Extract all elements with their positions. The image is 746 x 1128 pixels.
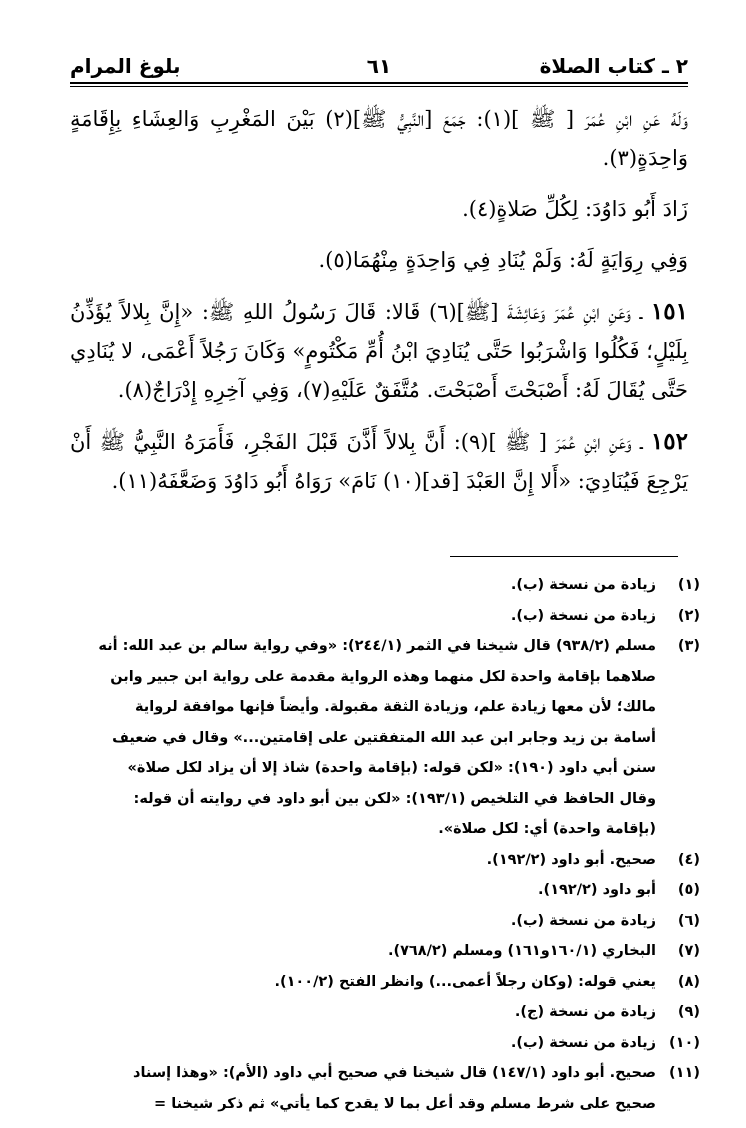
footnote-number: (٤) bbox=[677, 851, 700, 868]
footnote bbox=[90, 997, 700, 1028]
footnote bbox=[90, 631, 700, 845]
footnote-text: صحيح. أبو داود (١٤٧/١) قال شيخنا في صحيح أبي داود (الأم): «وهذا إسناد صحيح على شرط مسلم وقد أعل بما لا يقدح كما يأتي» ثم ذكر شيخنا = bbox=[133, 1065, 656, 1112]
footnote-number: (٥) bbox=[677, 882, 700, 898]
footnote-text: مسلم (٩٣٨/٢) قال شيخنا في الثمر (٢٤٤/١): «وفي رواية سالم بن عبد الله: أنه صلاهما بإقامة واحدة لكل منهما وهذه الرواية مقدمة على رواية ابن جبير وابن مالك؛ لأن معها زيادة علم، وزيادة الثقة مقبولة. وأيضاً فإنها موافقة لرواية أسامة بن زيد وجابر ابن عبد الله المتفقتين على إقامتين...» وقال في ضعيف سنن أبي داود (١٩٠): «لكن قوله: (بإقامة واحدة) شاذ إلا أن يزاد لكل صلاة» وقال الحافظ في التلخيص (١٩٣/١): «لكن بين أبو داود في روايته أن قوله: (بإقامة واحدة) أي: لكل صلاة». bbox=[98, 638, 656, 837]
hadith-text: ـ وَعَنِ ابْنِ عُمَرَ وَعَائِشَةَ [ﷺ](٦) قَالا: قَالَ رَسُولُ اللهِ ﷺ: «إِنَّ بِلالاً يُؤَذِّنُ بِلَيْلٍ؛ فَكُلُوا وَاشْرَبُوا حَتَّى يُنَادِيَ ابْنُ أُمِّ مَكْتُومٍ» وَكَانَ رَجُلاً أَعْمَى، لا يُنَادِي حَتَّى يُقَالَ لَهُ: أَصْبَحْتَ أَصْبَحْتَ. مُتَّفَقٌ عَلَيْهِ(٧)، وَفِي آخِرِهِ إِدْرَاجٌ(٨). bbox=[70, 300, 688, 402]
footnote-number: (١٠) bbox=[669, 1034, 700, 1051]
hadith-number: ١٥١ bbox=[650, 298, 688, 325]
footnote-separator bbox=[450, 556, 678, 557]
footnotes bbox=[90, 570, 700, 1119]
footnote-text: صحيح. أبو داود (١٩٢/٢). bbox=[486, 851, 656, 868]
hadith-text: ـ وَعَنِ ابْنِ عُمَرَ [ ﷺ ](٩): أَنَّ بِلالاً أَذَّنَ قَبْلَ الفَجْرِ، فَأَمَرَهُ النَّبِيُّ ﷺ أَنْ يَرْجِعَ فَيُنَادِيَ: «أَلا إِنَّ العَبْدَ [قد](١٠) نَامَ» رَوَاهُ أَبُو دَاوُدَ وَضَعَّفَهُ(١١). bbox=[70, 430, 688, 493]
header-rule-thin bbox=[70, 86, 688, 87]
footnote bbox=[90, 967, 700, 998]
footnote-text: يعني قوله: (وكان رجلاً أعمى...) وانظر الفتح (١٠٠/٢). bbox=[274, 973, 656, 990]
footnote bbox=[90, 601, 700, 632]
footnote bbox=[90, 845, 700, 876]
footnote-text: البخاري (١٦٠/١و١٦١) ومسلم (٧٦٨/٢). bbox=[387, 943, 656, 959]
hadith-151 bbox=[70, 292, 688, 410]
hadith-152 bbox=[70, 422, 688, 501]
chapter-title: ٢ ـ كتاب الصلاة bbox=[539, 54, 688, 78]
footnote-number: (٩) bbox=[677, 1004, 700, 1020]
footnote bbox=[90, 1058, 700, 1119]
footnote-text: زيادة من نسخة (ج). bbox=[514, 1004, 656, 1020]
footnote-number: (٧) bbox=[677, 943, 700, 959]
footnote-text: زيادة من نسخة (ب). bbox=[510, 1034, 656, 1051]
footnote-number: (٢) bbox=[677, 607, 700, 624]
footnote-number: (٣) bbox=[677, 638, 700, 654]
header-rule bbox=[70, 82, 688, 84]
footnote bbox=[90, 570, 700, 601]
main-text bbox=[70, 100, 688, 513]
footnote bbox=[90, 1028, 700, 1059]
footnote-text: زيادة من نسخة (ب). bbox=[510, 912, 656, 929]
footnote-text: زيادة من نسخة (ب). bbox=[510, 577, 656, 593]
footnote-number: (٨) bbox=[677, 973, 700, 990]
footnote bbox=[90, 906, 700, 937]
running-header bbox=[70, 40, 688, 80]
page-number: ٦١ bbox=[366, 54, 392, 78]
footnote-number: (١١) bbox=[669, 1065, 700, 1081]
paragraph-3: وَفِي رِوَايَةٍ لَهُ: وَلَمْ يُنَادِ فِي وَاحِدَةٍ مِنْهُمَا(٥). bbox=[318, 248, 688, 272]
paragraph-2: زَادَ أَبُو دَاوُدَ: لِكُلِّ صَلاةٍ(٤). bbox=[462, 197, 688, 221]
footnote bbox=[90, 936, 700, 967]
book-title: بلوغ المرام bbox=[70, 54, 181, 78]
footnote-text: أبو داود (١٩٢/٢). bbox=[538, 882, 656, 898]
footnote bbox=[90, 875, 700, 906]
footnote-number: (٦) bbox=[677, 912, 700, 929]
hadith-number: ١٥٢ bbox=[650, 428, 688, 455]
footnote-text: زيادة من نسخة (ب). bbox=[510, 607, 656, 624]
footnote-number: (١) bbox=[677, 577, 700, 593]
paragraph-1: وَلَهُ عَنِ ابْنِ عُمَرَ [ ﷺ ](١): جَمَعَ [النَّبِيُّ ﷺ](٢) بَيْنَ المَغْرِبِ وَالعِشَاءِ بِإِقَامَةٍ وَاحِدَةٍ(٣). bbox=[70, 107, 688, 170]
